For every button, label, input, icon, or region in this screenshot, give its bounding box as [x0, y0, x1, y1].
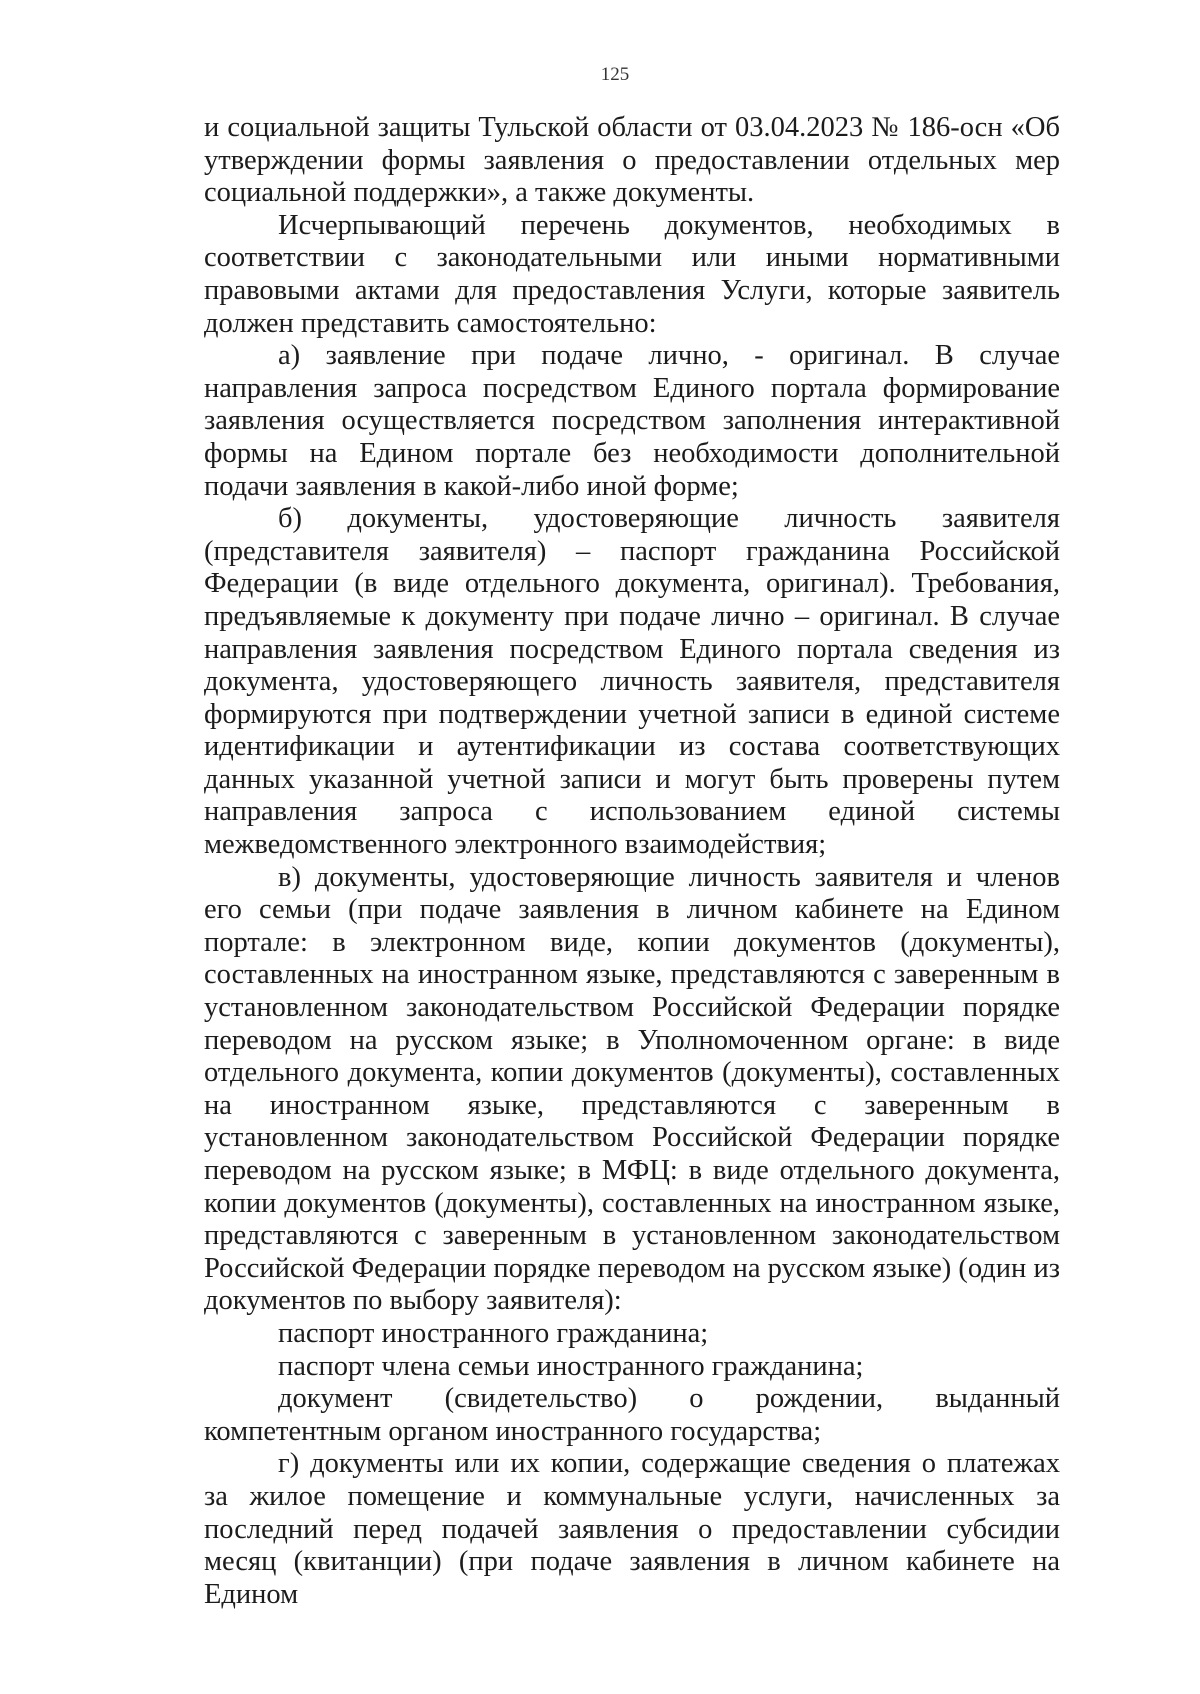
page-number: 125 [600, 64, 630, 85]
list-item-birth-certificate: документ (свидетельство) о рождении, выданный компетентным органом иностранного государства; [204, 1383, 1060, 1447]
document-body [204, 112, 1060, 1611]
paragraph-item-a: а) заявление при подаче лично, - оригинал. В случае направления запроса посредством Единого портала формирование заявления осуществляется посредством заполнения интерактивной формы на Едином портале без необходимости дополнительной подачи заявления в какой-либо иной форме; [204, 340, 1060, 502]
paragraph-item-v: в) документы, удостоверяющие личность заявителя и членов его семьи (при подаче заявления в личном кабинете на Едином портале: в электронном виде, копии документов (документы), составленных на иностранном языке, представляются с заверенным в установленном законодательством Российской Федерации порядке переводом на русском языке; в Уполномоченном органе: в виде отдельного документа, копии документов (документы), составленных на иностранном языке, представляются с заверенным в установленном законодательством Российской Федерации порядке переводом на русском языке; в МФЦ: в виде отдельного документа, копии документов (документы), составленных на иностранном языке, представляются с заверенным в установленном законодательством Российской Федерации порядке переводом на русском языке) (один из документов по выбору заявителя): [204, 861, 1060, 1317]
paragraph-item-b: б) документы, удостоверяющие личность заявителя (представителя заявителя) – паспорт гражданина Российской Федерации (в виде отдельного документа, оригинал). Требования, предъявляемые к документу при подаче лично – оригинал. В случае направления заявления посредством Единого портала сведения из документа, удостоверяющего личность заявителя, представителя формируются при подтверждении учетной записи в единой системе идентификации и аутентификации из состава соответствующих данных указанной учетной записи и могут быть проверены путем направления запроса с использованием единой системы межведомственного электронного взаимодействия; [204, 503, 1060, 861]
paragraph-document-list-intro: Исчерпывающий перечень документов, необходимых в соответствии с законодательными или иными нормативными правовыми актами для предоставления Услуги, которые заявитель должен представить самостоятельно: [204, 209, 1060, 339]
list-item-family-member-passport: паспорт члена семьи иностранного гражданина; [278, 1350, 864, 1382]
paragraph-item-g: г) документы или их копии, содержащие сведения о платежах за жилое помещение и коммунальные услуги, начисленных за последний перед подачей заявления о предоставлении субсидии месяц (квитанции) (при подаче заявления в личном кабинете на Едином [204, 1448, 1060, 1610]
paragraph-continuation: и социальной защиты Тульской области от 03.04.2023 № 186-осн «Об утверждении формы заявления о предоставлении отдельных мер социальной поддержки», а также документы. [204, 112, 1060, 209]
list-item-foreign-passport: паспорт иностранного гражданина; [278, 1317, 709, 1349]
